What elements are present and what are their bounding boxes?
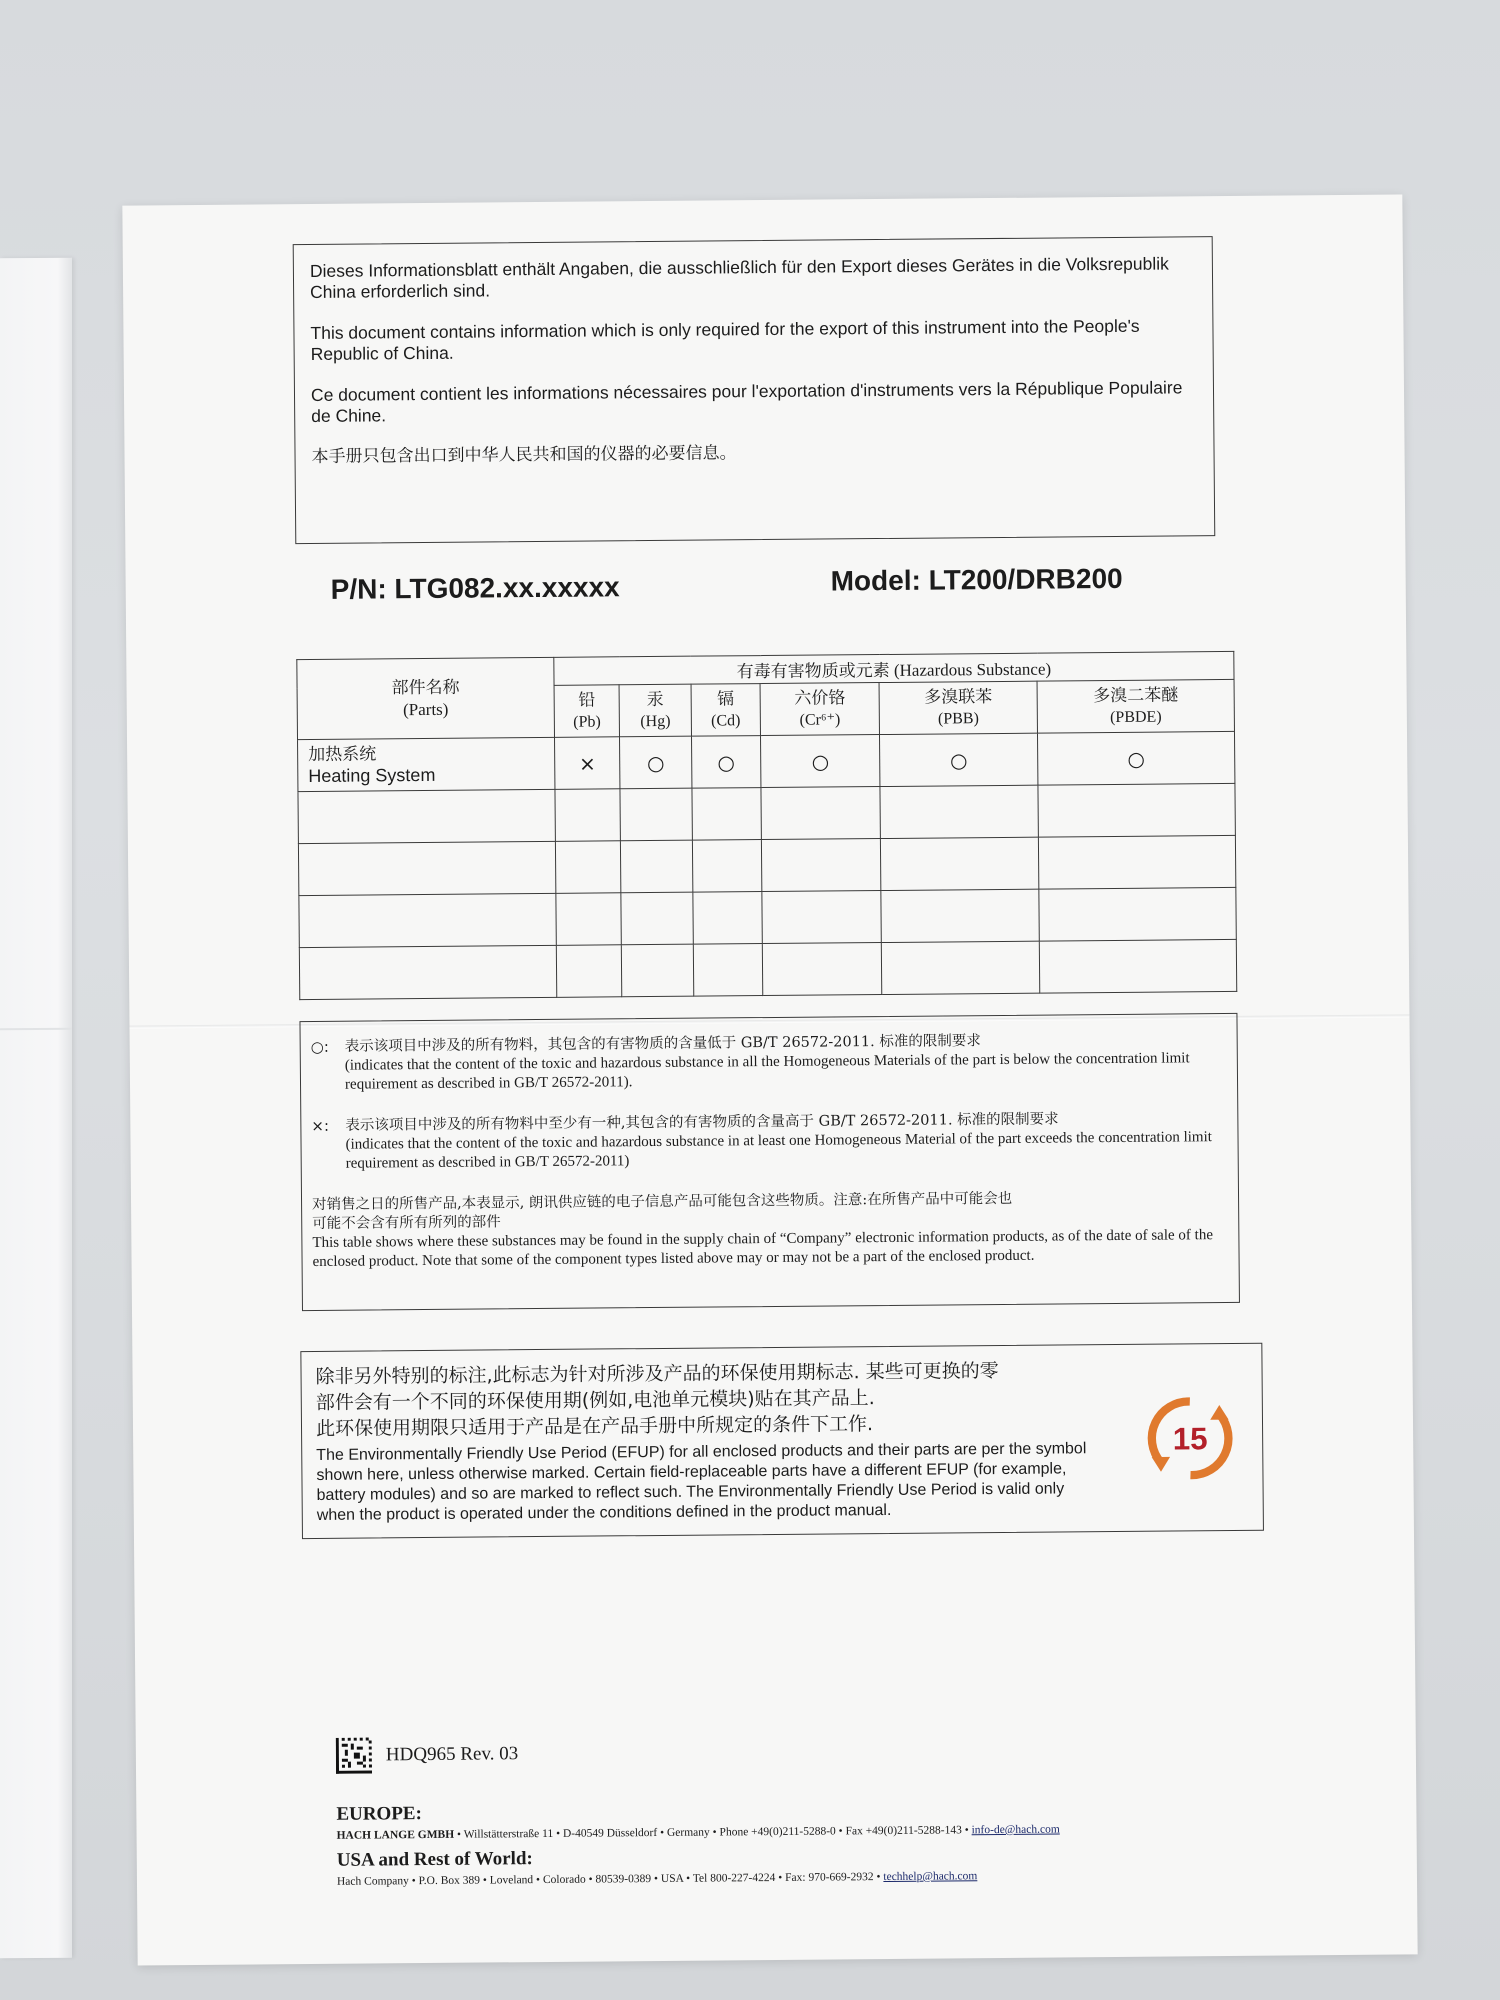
substance-symbol: (PBB)	[937, 709, 979, 728]
efup-box	[300, 1343, 1264, 1539]
supply-chain-zh-2: 可能不会含有所有所列的部件	[312, 1214, 501, 1232]
adjacent-sheet	[0, 258, 72, 1959]
empty-table-row	[298, 835, 1235, 895]
circle-symbol: ○:	[310, 1037, 329, 1057]
part-number: P/N: LTG082.xx.xxxxx	[330, 571, 620, 605]
cross-symbol: ×:	[311, 1116, 330, 1136]
substance-mark-cell: ○	[880, 733, 1038, 786]
empty-cell	[693, 892, 763, 945]
usa-email-link[interactable]: techhelp@hach.com	[883, 1870, 978, 1884]
empty-cell	[622, 944, 694, 997]
sheet-fold	[0, 1028, 72, 1031]
efup-zh-2: 部件会有一个不同的环保使用期(例如,电池单元模块)贴在其产品上.	[315, 1387, 875, 1414]
empty-cell	[762, 943, 881, 996]
usa-address-text: Hach Company • P.O. Box 389 • Loveland • Colorado • 80539-0389 • USA • Tel 800-227-4224 • Fax: 970-669-2932 •	[336, 1871, 884, 1888]
substance-column-header	[619, 684, 691, 737]
empty-cell	[881, 837, 1039, 890]
substance-symbol: (Pb)	[573, 712, 601, 731]
supply-chain-en: This table shows where these substances may be found in the supply chain of “Company” electronic information products, as of the date of sale of the enclosed product. Note that some of the component types listed above may or may not be a part of the enclosed product.	[312, 1227, 1214, 1270]
substance-symbol: (Hg)	[640, 712, 671, 730]
empty-cell	[692, 840, 762, 893]
substance-column-header	[879, 681, 1037, 734]
empty-cell	[555, 789, 621, 842]
efup-15-icon	[1144, 1392, 1237, 1485]
empty-cell	[1038, 835, 1235, 889]
empty-cell	[555, 841, 621, 894]
note-cross-en: (indicates that the content of the toxic and hazardous substance in at least one Homogeneous Material of the part exceeds the concentration limit requirement as described in GB/T 26572-2011)	[345, 1129, 1212, 1172]
europe-company: HACH LANGE GMBH	[336, 1828, 455, 1842]
empty-cell	[1038, 783, 1235, 837]
substance-mark-cell: ○	[620, 736, 692, 789]
note-circle	[311, 1030, 1227, 1095]
empty-cell	[692, 788, 762, 841]
europe-email-link[interactable]: info-de@hach.com	[971, 1823, 1060, 1837]
efup-zh-3: 此环保使用期限只适用于产品是在产品手册中所规定的条件下工作.	[315, 1413, 874, 1440]
empty-cell	[762, 891, 881, 944]
empty-cell	[621, 840, 693, 893]
substance-mark-cell: ○	[761, 735, 880, 788]
note-circle-en: (indicates that the content of the toxic and hazardous substance in all the Homogeneous Materials of the part is below the concentration limit requirement as described in GB/T 26572-2011).	[344, 1050, 1190, 1093]
substance-name-zh: 六价铬	[794, 687, 846, 709]
empty-table-row	[298, 783, 1235, 843]
notice-french: Ce document contient les informations nécessaires pour l'exportation d'instruments vers la République Populaire de Chine.	[310, 377, 1183, 426]
europe-address-text: • Willstätterstraße 11 • D-40549 Düsseldorf • Germany • Phone +49(0)211-5288-0 • Fax +49(0)211-5288-143 •	[454, 1824, 972, 1841]
part-name-cell	[298, 737, 555, 791]
parts-header	[297, 657, 555, 739]
empty-cell	[1039, 887, 1236, 941]
notice-chinese: 本手册只包含出口到中华人民共和国的仪器的必要信息。	[311, 443, 737, 467]
empty-cell	[761, 787, 880, 840]
supply-chain-zh-1: 对销售之日的所售产品,本表显示, 朗讯供应链的电子信息产品可能包含这些物质。注意:在所售产品中可能会也	[312, 1190, 1013, 1214]
empty-cell	[881, 941, 1039, 994]
substance-column-header	[1037, 679, 1234, 733]
notes-box	[299, 1013, 1239, 1311]
substance-mark-cell: ○	[691, 736, 761, 789]
note-cross-zh: 表示该项目中涉及的所有物料中至少有一种,其包含的有害物质的含量高于 GB/T 26572-2011. 标准的限制要求	[345, 1111, 1059, 1134]
parts-header-en: (Parts)	[402, 699, 449, 719]
empty-cell	[762, 839, 881, 892]
document-code	[336, 1736, 519, 1774]
empty-cell	[881, 889, 1039, 942]
hazardous-substance-table	[296, 651, 1237, 1000]
model-number: Model: LT200/DRB200	[830, 562, 1123, 597]
notice-german: Dieses Informationsblatt enthält Angaben, die ausschließlich für den Export dieses Gerätes in die Volksrepublik China erforderlich sind.	[309, 253, 1169, 302]
empty-table-row	[299, 939, 1236, 999]
substance-column-header	[760, 683, 879, 736]
table-row	[298, 731, 1235, 791]
doc-code-text: HDQ965 Rev. 03	[385, 1743, 519, 1766]
empty-cell	[298, 841, 555, 895]
substance-symbol: (Cd)	[711, 711, 741, 729]
europe-label: EUROPE:	[336, 1803, 422, 1825]
note-supply-chain	[312, 1188, 1229, 1272]
substance-name-zh: 镉	[717, 688, 735, 709]
note-circle-zh: 表示该项目中涉及的所有物料，其包含的有害物质的含量低于 GB/T 26572-2011. 标准的限制要求	[344, 1033, 981, 1055]
substance-name-zh: 铅	[578, 690, 596, 711]
substance-name-zh: 汞	[646, 689, 664, 710]
efup-en: The Environmentally Friendly Use Period (EFUP) for all enclosed products and their parts are per the symbol shown here, unless otherwise marked. Certain field-replaceable parts have a different EFUP (for example, battery modules) and so are marked to reflect such. The Environmentally Friendly Use Period is valid only when the product is operated under the conditions defined in the product manual.	[316, 1440, 1087, 1524]
substance-symbol: (Cr⁶⁺)	[799, 710, 841, 729]
empty-cell	[621, 892, 693, 945]
empty-cell	[299, 893, 556, 947]
datamatrix-code-icon	[336, 1738, 372, 1774]
substance-name-zh: 多溴二苯醚	[1093, 684, 1179, 706]
efup-number: 15	[1172, 1421, 1208, 1457]
empty-cell	[693, 944, 763, 997]
substance-name-zh: 多溴联苯	[924, 686, 993, 708]
usa-label: USA and Rest of World:	[336, 1848, 533, 1871]
empty-cell	[298, 789, 555, 843]
empty-cell	[1039, 939, 1236, 993]
parts-header-zh: 部件名称	[391, 677, 460, 698]
export-notice-box	[293, 236, 1216, 544]
empty-cell	[880, 785, 1038, 838]
note-cross	[311, 1109, 1227, 1174]
empty-cell	[620, 788, 692, 841]
substance-mark-cell: ○	[1037, 731, 1234, 785]
empty-table-row	[299, 887, 1236, 947]
part-name-en: Heating System	[308, 764, 436, 786]
substance-column-header	[554, 685, 620, 738]
footer-addresses	[336, 1798, 1060, 1896]
part-name-zh: 加热系统	[308, 743, 377, 765]
empty-cell	[299, 945, 556, 999]
efup-zh-1: 除非另外特别的标注,此标志为针对所涉及产品的环保使用期标志. 某些可更换的零	[315, 1360, 999, 1388]
document-sheet	[122, 194, 1417, 1965]
notice-english: This document contains information which is only required for the export of this instrument into the People's Republic of China.	[310, 315, 1140, 364]
substance-header: 有毒有害物质或元素 (Hazardous Substance)	[554, 651, 1234, 685]
substance-mark-cell: ×	[555, 737, 621, 790]
substance-symbol: (PBDE)	[1109, 708, 1162, 726]
empty-cell	[556, 893, 622, 946]
table-body	[298, 731, 1237, 999]
empty-cell	[556, 945, 622, 998]
substance-column-header	[691, 684, 761, 737]
